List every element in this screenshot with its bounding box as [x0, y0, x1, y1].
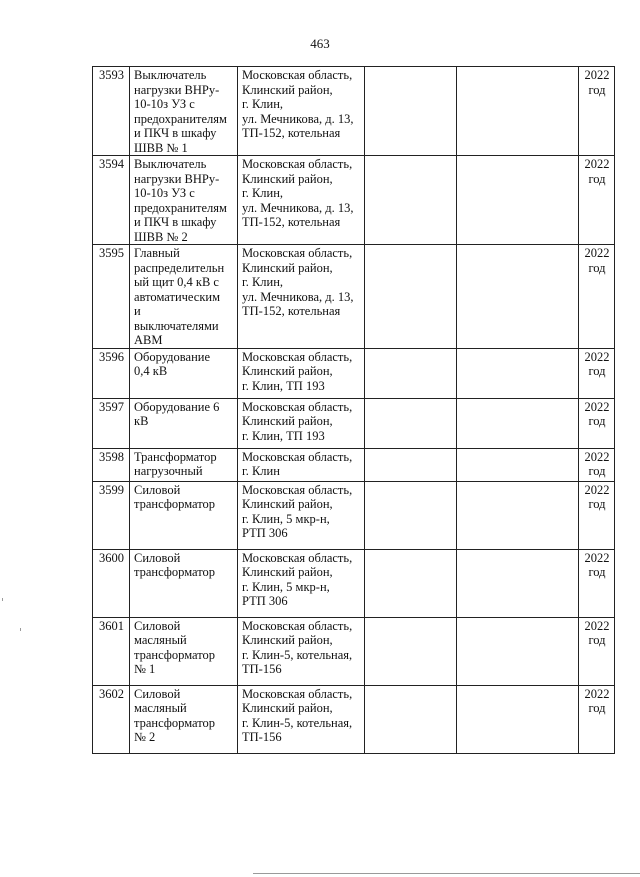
empty-cell — [457, 156, 579, 245]
address-cell: Московская область, Клинский район, г. Клин, ТП 193 — [238, 348, 365, 398]
table-row — [93, 448, 615, 481]
empty-cell — [457, 448, 579, 481]
row-number-cell: 3599 — [93, 481, 130, 549]
year-cell: 2022 год — [579, 549, 615, 617]
empty-cell — [365, 685, 457, 753]
empty-cell — [457, 245, 579, 349]
year-cell: 2022 год — [579, 481, 615, 549]
scan-mark — [253, 873, 640, 874]
empty-cell — [365, 448, 457, 481]
row-number-cell: 3601 — [93, 617, 130, 685]
row-number-cell: 3602 — [93, 685, 130, 753]
table-row — [93, 549, 615, 617]
object-name-cell: Силовой трансформатор — [130, 549, 238, 617]
year-cell: 2022 год — [579, 448, 615, 481]
year-cell: 2022 год — [579, 67, 615, 156]
empty-cell — [365, 398, 457, 448]
table-row — [93, 245, 615, 349]
year-cell: 2022 год — [579, 156, 615, 245]
row-number-cell: 3595 — [93, 245, 130, 349]
table-row — [93, 617, 615, 685]
empty-cell — [457, 348, 579, 398]
empty-cell — [457, 67, 579, 156]
table-row — [93, 685, 615, 753]
object-name-cell: Оборудование 6 кВ — [130, 398, 238, 448]
empty-cell — [365, 156, 457, 245]
empty-cell — [365, 67, 457, 156]
empty-cell — [365, 617, 457, 685]
year-cell: 2022 год — [579, 348, 615, 398]
table-row — [93, 67, 615, 156]
object-name-cell: Силовой масляный трансформатор № 1 — [130, 617, 238, 685]
scan-mark — [2, 598, 3, 601]
object-name-cell: Трансформатор нагрузочный — [130, 448, 238, 481]
address-cell: Московская область, Клинский район, г. Клин, ТП 193 — [238, 398, 365, 448]
object-name-cell: Силовой масляный трансформатор № 2 — [130, 685, 238, 753]
address-cell: Московская область, Клинский район, г. Клин, 5 мкр-н, РТП 306 — [238, 549, 365, 617]
table-row — [93, 398, 615, 448]
year-cell: 2022 год — [579, 685, 615, 753]
row-number-cell: 3597 — [93, 398, 130, 448]
table-row — [93, 348, 615, 398]
empty-cell — [365, 481, 457, 549]
year-cell: 2022 год — [579, 398, 615, 448]
empty-cell — [457, 617, 579, 685]
empty-cell — [365, 348, 457, 398]
table-row — [93, 481, 615, 549]
table-row — [93, 156, 615, 245]
object-name-cell: Оборудование 0,4 кВ — [130, 348, 238, 398]
empty-cell — [457, 398, 579, 448]
address-cell: Московская область, Клинский район, г. Клин, ул. Мечникова, д. 13, ТП-152, котельная — [238, 67, 365, 156]
year-cell: 2022 год — [579, 617, 615, 685]
empty-cell — [365, 549, 457, 617]
address-cell: Московская область, Клинский район, г. Клин-5, котельная, ТП-156 — [238, 617, 365, 685]
year-cell: 2022 год — [579, 245, 615, 349]
address-cell: Московская область, Клинский район, г. Клин, 5 мкр-н, РТП 306 — [238, 481, 365, 549]
row-number-cell: 3593 — [93, 67, 130, 156]
row-number-cell: 3598 — [93, 448, 130, 481]
row-number-cell: 3600 — [93, 549, 130, 617]
address-cell: Московская область, Клинский район, г. Клин, ул. Мечникова, д. 13, ТП-152, котельная — [238, 156, 365, 245]
address-cell: Московская область, Клинский район, г. Клин, ул. Мечникова, д. 13, ТП-152, котельная — [238, 245, 365, 349]
empty-cell — [457, 549, 579, 617]
empty-cell — [457, 481, 579, 549]
page-number: 463 — [310, 36, 330, 51]
row-number-cell: 3594 — [93, 156, 130, 245]
object-name-cell: Выключатель нагрузки ВНРу- 10-10з УЗ с предохранителям и ПКЧ в шкафу ШВВ № 1 — [130, 67, 238, 156]
object-name-cell: Силовой трансформатор — [130, 481, 238, 549]
address-cell: Московская область, г. Клин — [238, 448, 365, 481]
object-name-cell: Выключатель нагрузки ВНРу- 10-10з УЗ с предохранителям и ПКЧ в шкафу ШВВ № 2 — [130, 156, 238, 245]
scan-mark — [20, 628, 21, 631]
empty-cell — [365, 245, 457, 349]
address-cell: Московская область, Клинский район, г. Клин-5, котельная, ТП-156 — [238, 685, 365, 753]
empty-cell — [457, 685, 579, 753]
object-name-cell: Главный распределительн ый щит 0,4 кВ с автоматическим и выключателями АВМ — [130, 245, 238, 349]
registry-table — [92, 66, 615, 754]
row-number-cell: 3596 — [93, 348, 130, 398]
